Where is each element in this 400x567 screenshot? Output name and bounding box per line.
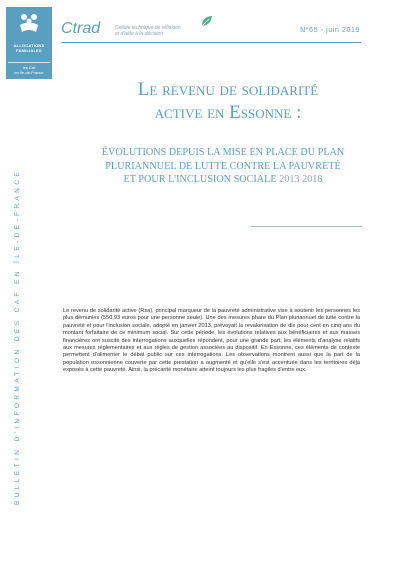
title-line1: Le revenu de solidarité [137, 79, 319, 100]
title-line2: active en Essonne : [154, 102, 302, 123]
subtitle-line3: ET POUR L'INCLUSION SOCIALE [123, 174, 277, 185]
logo-name-line2: FAMILIALES [16, 48, 42, 53]
logo-name-line1: ALLOCATIONS [13, 43, 45, 48]
brand-subtitle-line1: Cellule technique de réflexion [115, 25, 181, 31]
logo-region-line2: en Île-de-France [14, 70, 44, 75]
logo-region [8, 62, 50, 79]
page-title [78, 78, 378, 124]
subtitle-line2: PLURIANNUEL DE LUTTE CONTRE LA PAUVRETÉ [105, 160, 341, 172]
header-divider [61, 42, 361, 43]
logo-name [6, 43, 52, 53]
section-divider [250, 226, 362, 227]
subtitle-line1: ÉVOLUTIONS DEPUIS LA MISE EN PLACE DU PLAN [101, 147, 345, 158]
logo-region-line1: les Caf [22, 65, 36, 70]
vertical-bulletin-label: BULLETIN D'INFORMATION DES CAF EN ÎLE-DE-FRANCE [14, 168, 21, 505]
brand-subtitle-line2: et d'aide à la décision [115, 31, 163, 37]
subtitle-line3-wrap [64, 173, 382, 187]
abstract-paragraph: Le revenu de solidarité active (Rsa), principal marqueur de la pauvreté administrative vise à soutenir les personnes les plus démunies (550,93 euros pour une personne seule). Une des mesures phare du Plan pluriannuel de lutte contre la pauvreté et pour l'inclusion sociale, adopté en janvier 2013, prévoyait la revalorisation de dix pour cent en cinq ans du montant forfaitaire de ce minimum social. Sur cette période, les évolutions relatives aux bénéficiaires et aux masses financières ont suscité des interrogations auxquelles répondent, pour une grande part, les éléments d'analyse relatifs aux mesures réglementaires et aux règles de gestion associées au dispositif. En Essonne, ces éléments de contexte permettent d'alimenter le débat public sur ces interrogations. Les observations montrent aussi que la part de la population essonnienne couverte par cette prestation a augmenté et qu'elle s'est accentuée dans les territoires déjà exposés à cette pauvreté. Ainsi, la précarité monétaire atteint toujours les plus fragiles d'entre eux. [63, 308, 360, 374]
caf-logo [6, 7, 52, 79]
subtitle-years: 2013 2018 [279, 174, 323, 185]
issue-number: N°65 - juin 2019 [300, 27, 360, 34]
leaf-icon [200, 14, 214, 28]
family-icon [18, 12, 40, 34]
brand-title: Ctrad [61, 20, 101, 37]
page-subtitle [64, 146, 382, 187]
